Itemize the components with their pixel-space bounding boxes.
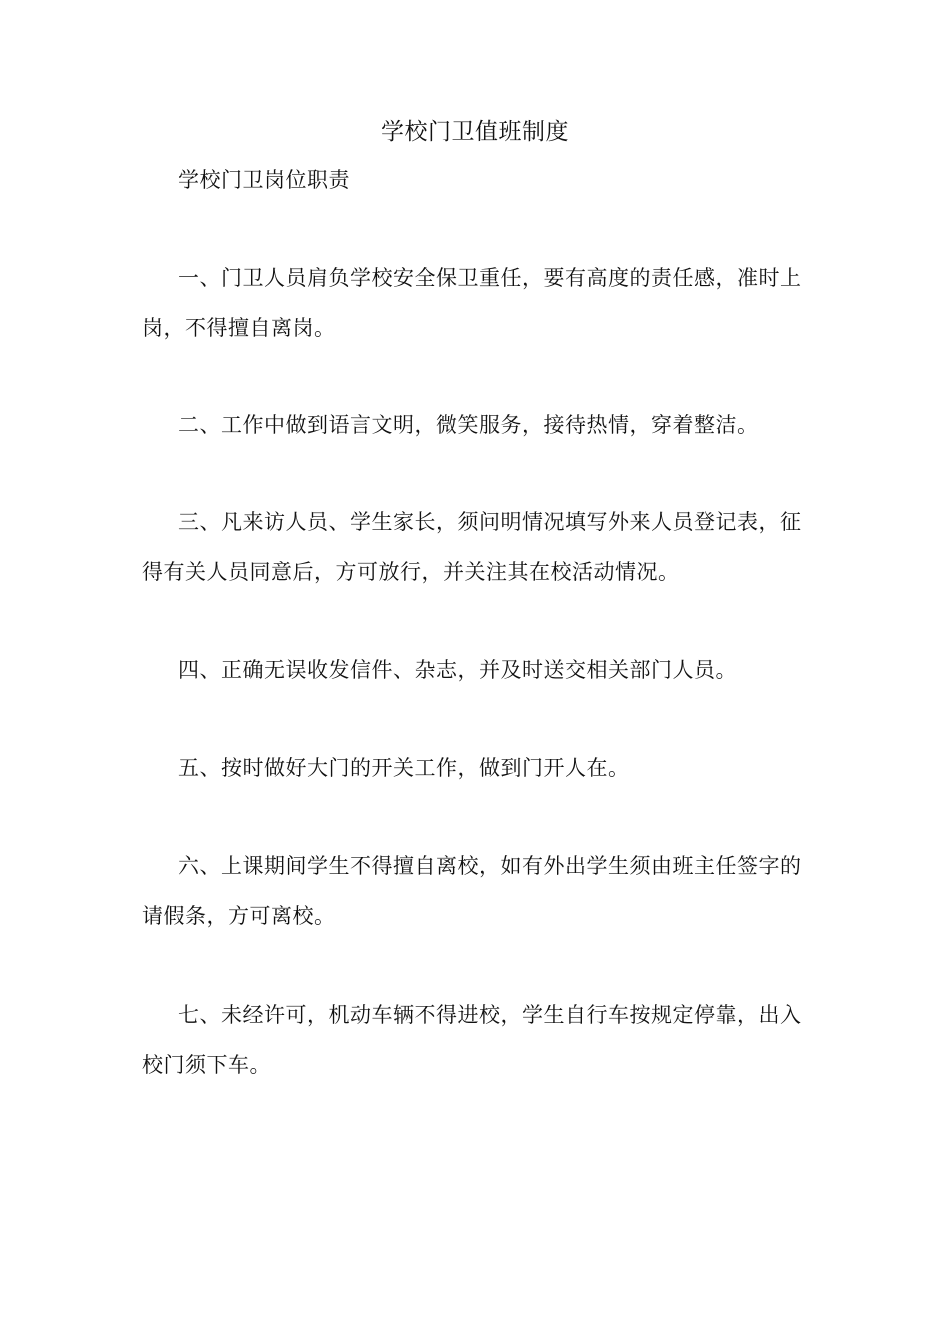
rule-paragraph-7: 七、未经许可，机动车辆不得进校，学生自行车按规定停靠，出入校门须下车。	[142, 1003, 802, 1077]
rule-paragraph-6: 六、上课期间学生不得擅自离校，如有外出学生须由班主任签字的请假条，方可离校。	[142, 854, 802, 928]
rule-paragraph-1: 一、门卫人员肩负学校安全保卫重任，要有高度的责任感，准时上岗，不得擅自离岗。	[142, 266, 802, 340]
section-heading: 学校门卫岗位职责	[178, 168, 350, 192]
rule-paragraph-4: 四、正确无误收发信件、杂志，并及时送交相关部门人员。	[178, 658, 737, 682]
rule-paragraph-2: 二、工作中做到语言文明，微笑服务，接待热情，穿着整洁。	[178, 413, 759, 437]
rule-paragraph-5: 五、按时做好大门的开关工作，做到门开人在。	[178, 756, 630, 780]
rule-paragraph-3: 三、凡来访人员、学生家长，须问明情况填写外来人员登记表，征得有关人员同意后，方可放行，并关注其在校活动情况。	[142, 510, 802, 584]
document-title: 学校门卫值班制度	[381, 119, 569, 145]
